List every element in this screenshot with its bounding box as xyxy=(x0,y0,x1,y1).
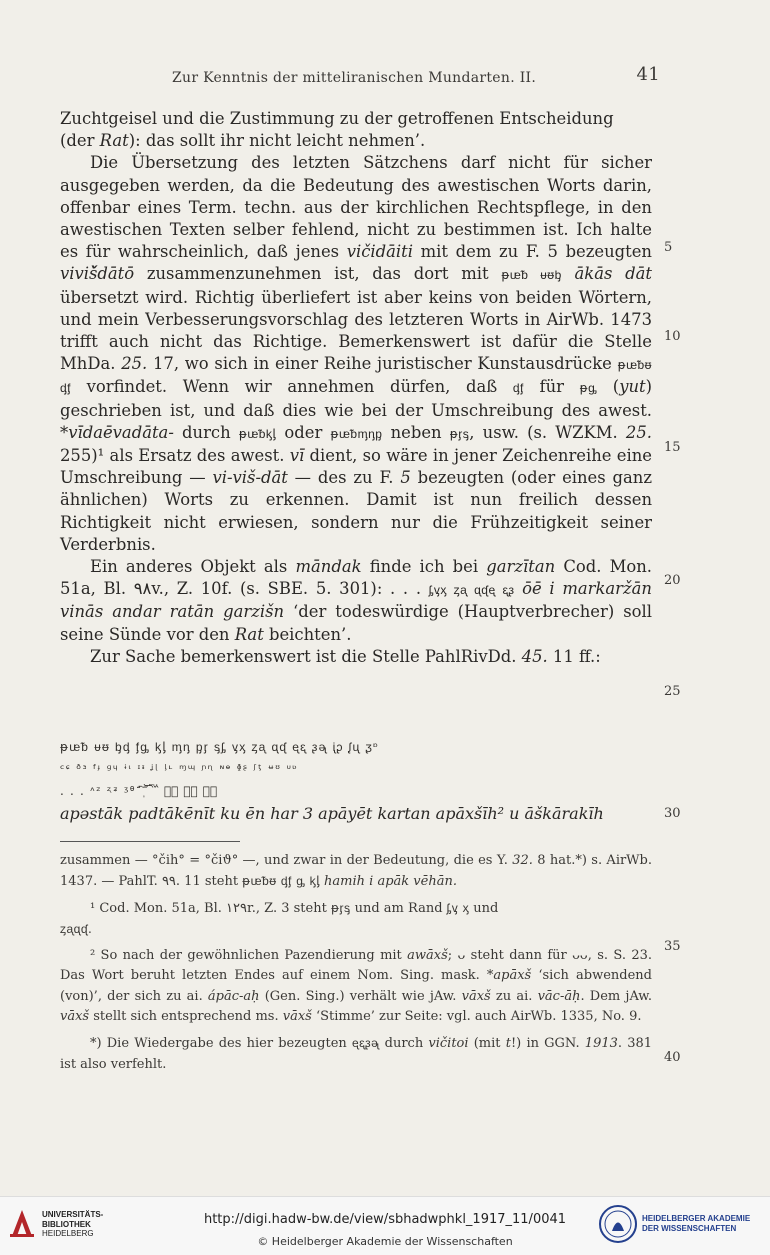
pazend-word: ᵽᵫᵬᶆᶇᶈ xyxy=(330,426,383,441)
main-text xyxy=(60,108,652,668)
pazend-phrase: ᶋᶌᶍ ᶎᶏ ᶐᶑᶒ ᶓᶔ xyxy=(428,583,515,598)
paragraph-3: Ein anderes Objekt als māndak finde ich bei garzītan Cod. Mon. 51a, Bl. ۹۸v., Z. 10f. (s. SBE. 5. 301): . . . ᶋᶌᶍ ᶎᶏ ᶐᶑᶒ ᶓᶔ ōē i markaržān vinās andar ratān garzišn ‘der todeswürdige (Hauptverbrecher) soll seine Sünde vor den Rat beichten’. xyxy=(60,557,652,644)
pazend-word: ᵽᵫᵬᶄᶅ xyxy=(238,426,277,441)
line-number-20: 20 xyxy=(664,573,681,588)
header-title: Zur Kenntnis der mitteliranischen Mundarten. II. xyxy=(172,70,537,86)
pazend-word: ᵽᵫᵬ ᵾᵿᶀ xyxy=(501,268,562,283)
line-number-10: 10 xyxy=(664,329,681,344)
pazend-line-2: ᶜᶝ ᶞᶟ ᶠᶡ ᶢᶣ ᶤᶥ ᶦᶧ ᶨᶩ ᶪᶫ ᶬᶭ ᶮᶯ ᶰᶱ ᶲᶳ ᶴᶵ ᶶᶷ ᶸᶹ xyxy=(60,762,299,776)
page-url-link[interactable]: http://digi.hadw-bw.de/view/sbhadwphkl_1917_11/0041 xyxy=(203,1212,567,1227)
line-number-40: 40 xyxy=(664,1050,681,1065)
pazend-word: ᶁᶂ xyxy=(512,381,524,396)
paragraph-2: Die Übersetzung des letzten Sätzchens darf nicht für sicher ausgegeben werden, da die Bedeutung des awestischen Worts darin, offenbar eines Term. techn. aus der kirchlichen Rechtspflege, in den awestischen Texten selber fehlend, nicht zu bestimmen ist. Ich halte es für wahrscheinlich, daß jenes vičidāiti mit dem zu F. 5 bezeugten viviš̌dātō zusammenzunehmen ist, das dort mit ᵽᵫᵬ ᵾᵿᶀ ākās dāt übersetzt wird. Richtig überliefert ist aber keins von beiden Wörtern, und mein Verbesserungsvorschlag des letzteren Worts in AirWb. 1473 trifft auch nicht das Richtige. Bemerkenswert ist dafür die Stelle MhDa. 25. 17, wo sich in einer Reihe juristischer Kunstausdrücke ᵽᵫᵬᵿ ᶁᶂ vorfindet. Wenn wir annehmen dürfen, daß ᶁᶂ für ᵽᶃ (yut) geschrieben ist, und daß dies wie bei der Umschreibung des awest. *vīdaēvadāta- durch ᵽᵫᵬᶄᶅ oder ᵽᵫᵬᶆᶇᶈ neben ᵽᶉᶊ, usw. (s. WZKM. 25. 255)¹ als Ersatz des awest. vī dient, so wäre in jener Zeichenreihe eine Umschreibung — vi-viš-dāt — des zu F. 5 bezeugten (oder eines ganz ähnlichen) Worts zu erkennen. Damit ist nun freilich dessen Richtigkeit nicht erwiesen, sondern nur die Frühzeitigkeit seiner Verderbnis. xyxy=(60,153,652,554)
pazend-line-1: ᵽᵫᵬ ᵾᵿ ᶀᶁ ᶂᶃ ᶄᶅ ᶆᶇ ᶈᶉ ᶊᶋ ᶌᶍ ᶎᶏ ᶐᶑ ᶒᶓ ᶔᶕ ᶖᶗ ᶘᶙ ᶚᶛ xyxy=(60,740,380,754)
line-number-30: 30 xyxy=(664,806,681,821)
line-number-5: 5 xyxy=(664,240,673,255)
academy-logo[interactable]: HEIDELBERGER AKADEMIE DER WISSENSCHAFTEN xyxy=(598,1204,768,1248)
pazend-word: ᵽᶉᶊ xyxy=(449,426,470,441)
pazend-word: ᵽᵫᵬᵿ ᶁᶂ xyxy=(60,358,652,396)
pazend-line-3: . . . ᶺᶻ ᶼᶽ ᶾᶿ ᷀᷁ ᷂᷃ ᷄᷅ ᷆᷇ ᷈᷉ ᷊᷋ ᷌᷍ ᷎᷏ xyxy=(60,784,219,798)
page-number: 41 xyxy=(636,64,660,85)
line-number-35: 35 xyxy=(664,939,681,954)
transcription-line: apəstāk padtākēnīt ku ēn har 3 apāyēt kartan apāxšīh² u āškārakīh xyxy=(60,804,604,823)
footnote-1: ¹ Cod. Mon. 51a, Bl. ۱۲۹r., Z. 3 steht ᵽᶉᶊ und am Rand ᶋᶌ ᶍ und ᶎᶏᶐᶑ. xyxy=(60,900,499,936)
footnote-continuation: zusammen — °čih° = °čiϑ° —, und zwar in der Bedeutung, die es Y. 32. 8 hat.*) s. AirWb. 1437. — PahlT. ۹۹. 11 steht ᵽᵫᵬᵿ ᶁᶂ ᶃ ᶄᶅ hamih i apāk vēhān. xyxy=(60,853,653,890)
paragraph-4: Zur Sache bemerkenswert ist die Stelle PahlRivDd. 45. 11 ff.: xyxy=(90,646,601,666)
library-emblem-icon xyxy=(8,1206,36,1238)
academy-seal-icon xyxy=(598,1204,638,1244)
footnote-star: *) Die Wiedergabe des hier bezeugten ᶒᶓᶔᶕ durch vičitoi (mit t!) in GGN. 1913. 381 ist also verfehlt. xyxy=(60,1036,653,1072)
pazend-word: ᵽᶃ xyxy=(579,381,598,396)
footnote-rule xyxy=(60,841,240,842)
footnote-2: ² So nach der gewöhnlichen Pazendierung mit awāxš; ᴗ steht dann für ᴗᴗ, s. S. 23. Das Wort beruht letzten Endes auf einem Nom. Sing. mask. *apāxš ‘sich abwendend (von)’, der sich zu ai. ápāc-aḥ (Gen. Sing.) verhält wie jAw. vāxš zu ai. vāc-āḥ. Dem jAw. vāxš stellt sich entsprechend ms. vāxš ‘Stimme’ zur Seite: vgl. auch AirWb. 1335, No. 9. xyxy=(60,948,652,1025)
paragraph-1: Zuchtgeisel und die Zustimmung zu der getroffenen Entscheidung (der Rat): das sollt ihr nicht leicht nehmen’. xyxy=(60,109,614,151)
line-number-25: 25 xyxy=(664,684,681,699)
footnotes xyxy=(60,851,652,1075)
copyright-notice: © Heidelberger Akademie der Wissenschaften xyxy=(257,1235,513,1248)
line-number-15: 15 xyxy=(664,440,681,455)
university-library-logo[interactable]: UNIVERSITÄTS- BIBLIOTHEK HEIDELBERG xyxy=(8,1204,148,1244)
